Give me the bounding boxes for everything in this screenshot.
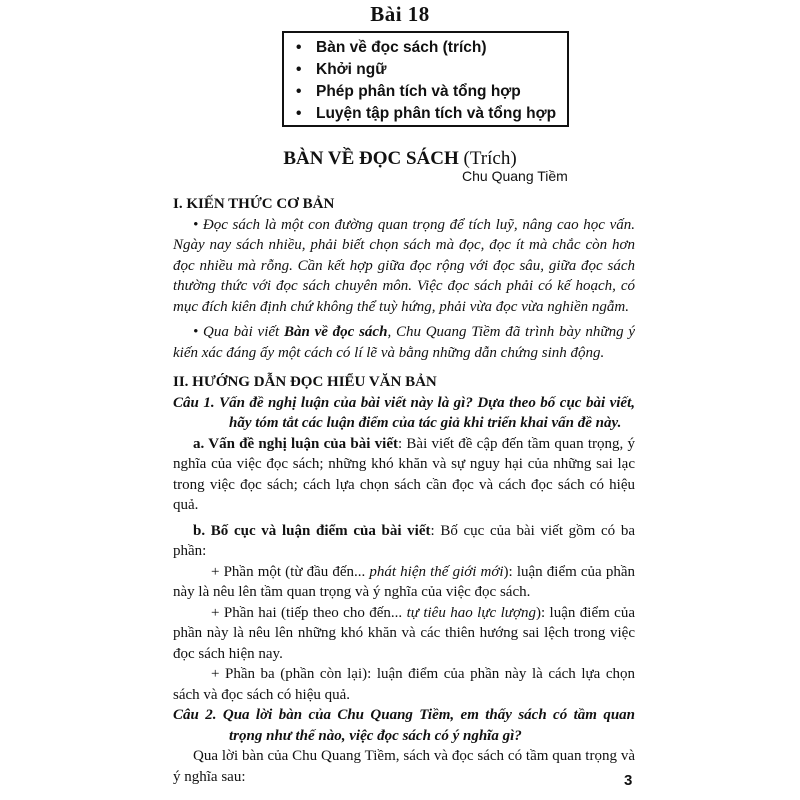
bullet-icon: •: [296, 83, 302, 100]
topic-item: • Luyện tập phân tích và tổng hợp: [296, 103, 567, 125]
section1-heading: I. KIẾN THỨC CƠ BẢN: [173, 196, 335, 212]
topic-item: • Khởi ngữ: [296, 59, 567, 81]
author-name: Chu Quang Tiềm: [462, 168, 568, 184]
section2-heading: II. HƯỚNG DẪN ĐỌC HIỂU VĂN BẢN: [173, 374, 437, 390]
text-title: [0, 148, 800, 170]
topics-box: [282, 31, 569, 127]
page-number: 3: [624, 772, 633, 789]
bullet-icon: •: [296, 39, 302, 56]
main-content: [173, 190, 635, 787]
question-1: Câu 1. Vấn đề nghị luận của bài viết này là gì? Dựa theo bố cục bài viết, hãy tóm tắt các luận điểm của tác giả khi triển khai vấn đề này.: [173, 394, 635, 431]
answer-b: b. Bố cục và luận điểm của bài viết: Bố cục của bài viết gồm có ba phần:: [173, 522, 635, 559]
part-3: + Phần ba (phần còn lại): luận điểm của phần này là cách lựa chọn sách và đọc sách có hiệu quả.: [173, 666, 635, 703]
answer-a: a. Vấn đề nghị luận của bài viết: Bài viết đề cập đến tầm quan trọng, ý nghĩa của việc đọc sách; những khó khăn và sự nguy hại của những sai lạc trong việc đọc sách; cách lựa chọn sách cần đọc và cách đọc sách có hiệu quả.: [173, 435, 635, 513]
question-2: Câu 2. Qua lời bàn của Chu Quang Tiềm, em thấy sách có tầm quan trọng như thế nào, việc đọc sách có ý nghĩa gì?: [173, 707, 635, 744]
lesson-title: Bài 18: [370, 2, 430, 26]
topic-item: • Phép phân tích và tổng hợp: [296, 81, 567, 103]
bullet-icon: •: [296, 61, 302, 78]
part-2: + Phần hai (tiếp theo cho đến... tự tiêu hao lực lượng): luận điểm của phần này là nêu lên những khó khăn và các thiên hướng sai lệch trong việc đọc sách hiện nay.: [173, 604, 635, 662]
bullet-icon: •: [296, 105, 302, 122]
part-1: + Phần một (từ đầu đến... phát hiện thế giới mới): luận điểm của phần này là nêu lên tầm quan trọng và ý nghĩa của việc đọc sách.: [173, 563, 635, 600]
section1-paragraph-1: • Đọc sách là một con đường quan trọng để tích luỹ, nâng cao học vấn. Ngày nay sách nhiều, phải biết chọn sách mà đọc, đọc ít mà chắc còn hơn đọc nhiều mà rỗng. Cần kết hợp giữa đọc rộng với đọc sâu, giữa đọc sách thường thức với đọc sách chuyên môn. Việc đọc sách phải có kế hoạch, có mục đích kiên định chứ không thể tuỳ hứng, phải vừa đọc vừa nghiền ngẫm.: [173, 216, 635, 315]
topic-item: • Bàn về đọc sách (trích): [296, 37, 567, 59]
section1-paragraph-2: • Qua bài viết Bàn về đọc sách, Chu Quang Tiềm đã trình bày những ý kiến xác đáng ấy một cách có lí lẽ và bằng những dẫn chứng sinh động.: [173, 324, 635, 361]
text-title-main: BÀN VỀ ĐỌC SÁCH: [283, 148, 459, 169]
text-title-note: (Trích): [463, 148, 517, 169]
question-2-answer: Qua lời bàn của Chu Quang Tiềm, sách và đọc sách có tầm quan trọng và ý nghĩa sau:: [173, 748, 635, 785]
